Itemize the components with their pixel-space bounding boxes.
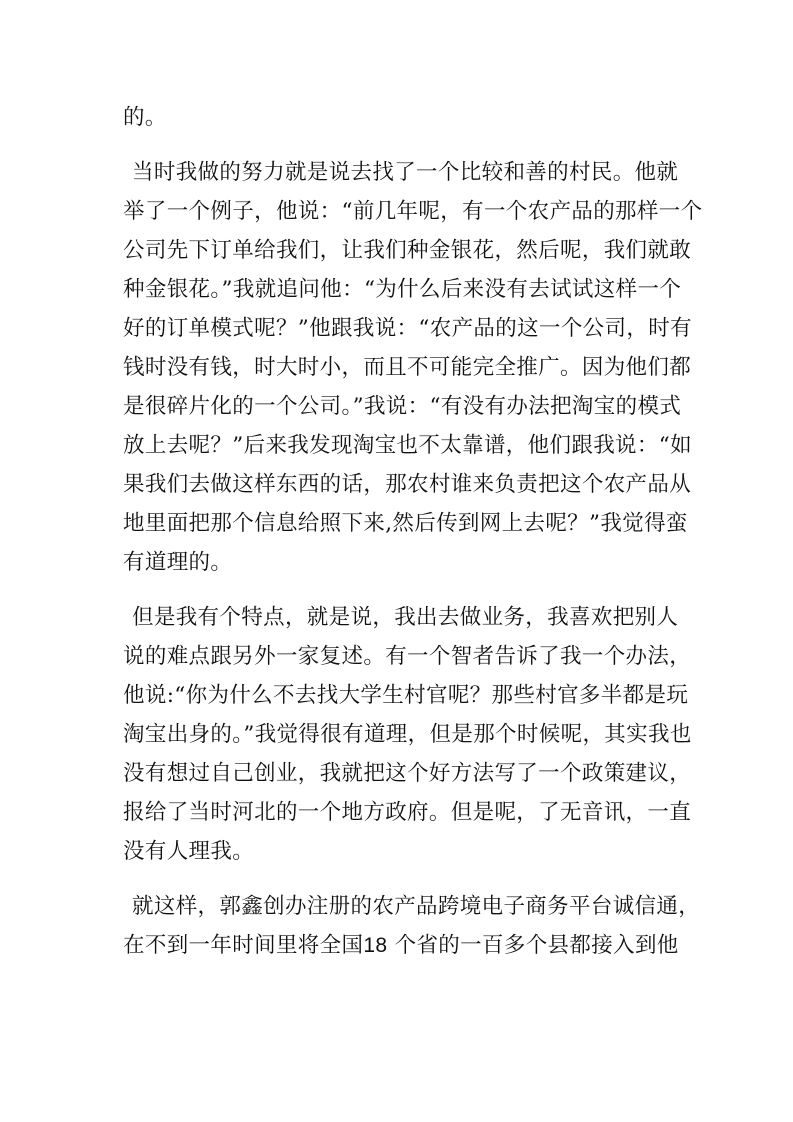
paragraph-2-line-9: 果我们去做这样东西的话，那农村谁来负责把这个农产品从: [123, 472, 692, 497]
paragraph-2-line-5: 好的订单模式呢？”他跟我说：“农产品的这一个公司，时有: [123, 316, 692, 341]
paragraph-2-line-8: 放上去呢？”后来我发现淘宝也不太靠谱，他们跟我说：“如: [123, 433, 692, 458]
paragraph-4-line-2-part-2: 个省的一百多个县都接入到他: [394, 933, 679, 958]
paragraph-2-line-4: 种金银花。”我就追问他：“为什么后来没有去试试这样一个: [123, 277, 682, 302]
paragraph-2-line-2: 举了一个例子，他说：“前几年呢，有一个农产品的那样一个: [123, 199, 703, 224]
paragraph-3-line-3: 他说:“你为什么不去找大学生村官呢？那些村官多半都是玩: [123, 683, 689, 708]
paragraph-2-line-1: 当时我做的努力就是说去找了一个比较和善的村民。他就: [132, 160, 679, 185]
paragraph-3-line-2: 说的难点跟另外一家复述。有一个智者告诉了我一个办法，: [123, 644, 692, 669]
paragraph-2-line-11: 有道理的。: [123, 550, 233, 575]
paragraph-3-line-6: 报给了当时河北的一个地方政府。但是呢，了无音讯，一直: [123, 800, 692, 825]
paragraph-2-line-6: 钱时没有钱，时大时小，而且不可能完全推广。因为他们都: [123, 355, 692, 380]
paragraph-2-line-7: 是很碎片化的一个公司。”我说：“有没有办法把淘宝的模式: [123, 394, 682, 419]
paragraph-2-line-3: 公司先下订单给我们，让我们种金银花，然后呢，我们就敢: [123, 238, 692, 263]
paragraph-1-line-1: 的。: [123, 105, 167, 130]
paragraph-4-line-2: [123, 931, 683, 961]
paragraph-3-line-5: 没有想过自己创业，我就把这个好方法写了一个政策建议，: [123, 761, 692, 786]
paragraph-3-line-4: 淘宝出身的。”我觉得很有道理，但是那个时候呢，其实我也: [123, 722, 692, 747]
paragraph-3-line-1: 但是我有个特点，就是说，我出去做业务，我喜欢把别人: [132, 605, 679, 630]
paragraph-2-line-10: 地里面把那个信息给照下来,然后传到网上去呢？”我觉得蛮: [123, 511, 688, 536]
paragraph-4-line-1: 就这样，郭鑫创办注册的农产品跨境电子商务平台诚信通，: [132, 894, 701, 919]
paragraph-3-line-7: 没有人理我。: [123, 839, 255, 864]
province-count: 18: [363, 934, 388, 957]
paragraph-4-line-2-part-1: 在不到一年时间里将全国: [123, 933, 364, 958]
